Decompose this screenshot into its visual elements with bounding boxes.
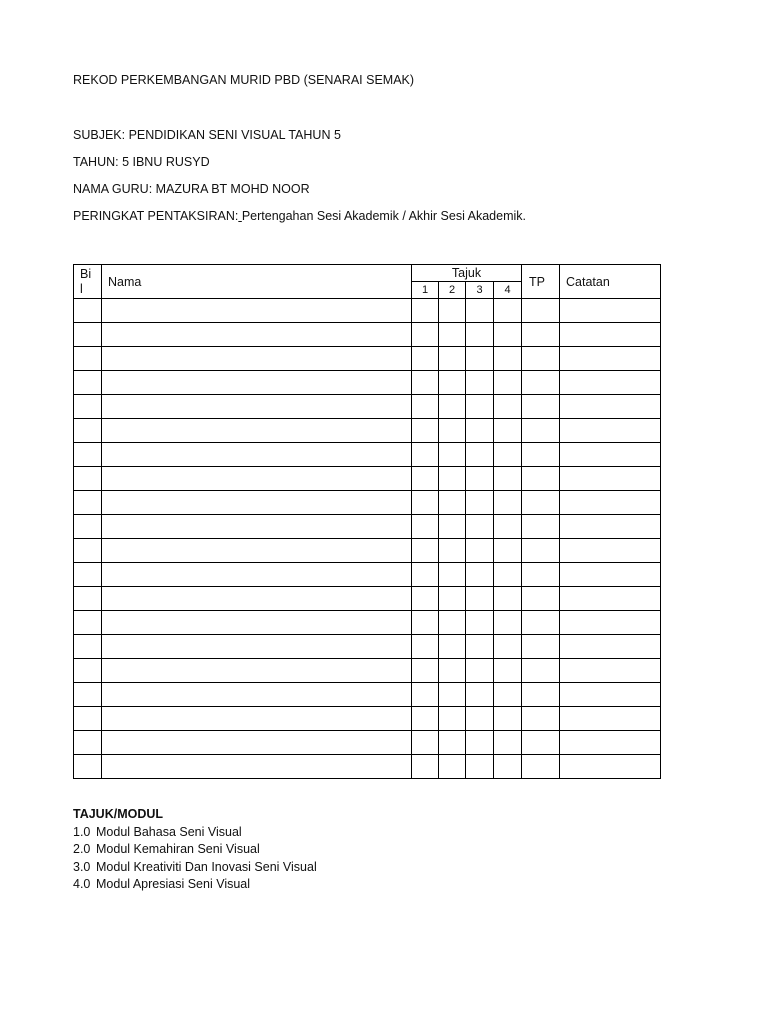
tajuk-3-cell[interactable] xyxy=(466,539,494,563)
tajuk-number-2: 2 xyxy=(439,282,466,299)
catatan-cell[interactable] xyxy=(560,371,661,395)
tajuk-2-cell[interactable] xyxy=(439,659,466,683)
bil-cell[interactable] xyxy=(74,395,102,419)
tajuk-3-cell[interactable] xyxy=(466,419,494,443)
bil-cell[interactable] xyxy=(74,467,102,491)
tajuk-4-cell[interactable] xyxy=(494,371,522,395)
tajuk-4-cell[interactable] xyxy=(494,611,522,635)
bil-cell[interactable] xyxy=(74,347,102,371)
tajuk-1-cell[interactable] xyxy=(412,659,439,683)
nama-cell[interactable] xyxy=(102,347,412,371)
legend-title: TAJUK/MODUL xyxy=(73,807,164,821)
nama-cell[interactable] xyxy=(102,755,412,779)
nama-cell[interactable] xyxy=(102,515,412,539)
tajuk-4-cell[interactable] xyxy=(494,419,522,443)
tajuk-2-cell[interactable] xyxy=(439,707,466,731)
table-row xyxy=(74,491,661,515)
nama-cell[interactable] xyxy=(102,419,412,443)
catatan-cell[interactable] xyxy=(560,323,661,347)
tajuk-4-cell[interactable] xyxy=(494,587,522,611)
table-row xyxy=(74,323,661,347)
table-row xyxy=(74,419,661,443)
tp-cell[interactable] xyxy=(522,491,560,515)
legend-item-number: 1.0 xyxy=(73,824,91,839)
tajuk-1-cell[interactable] xyxy=(412,323,439,347)
tajuk-3-cell[interactable] xyxy=(466,755,494,779)
tajuk-3-cell[interactable] xyxy=(466,611,494,635)
catatan-cell[interactable] xyxy=(560,683,661,707)
tajuk-4-cell[interactable] xyxy=(494,683,522,707)
tajuk-2-cell[interactable] xyxy=(439,371,466,395)
tp-cell[interactable] xyxy=(522,371,560,395)
tajuk-4-cell[interactable] xyxy=(494,443,522,467)
tp-cell[interactable] xyxy=(522,515,560,539)
bil-cell[interactable] xyxy=(74,323,102,347)
subject-line: SUBJEK: PENDIDIKAN SENI VISUAL TAHUN 5 xyxy=(73,128,341,142)
bil-cell[interactable] xyxy=(74,611,102,635)
tajuk-3-cell[interactable] xyxy=(466,491,494,515)
nama-cell[interactable] xyxy=(102,371,412,395)
legend-item-label: Modul Kemahiran Seni Visual xyxy=(96,842,260,856)
legend-item-number: 2.0 xyxy=(73,842,91,856)
tp-cell[interactable] xyxy=(522,419,560,443)
bil-cell[interactable] xyxy=(74,683,102,707)
document-title: REKOD PERKEMBANGAN MURID PBD (SENARAI SEMAK) xyxy=(73,73,415,87)
nama-cell[interactable] xyxy=(102,611,412,635)
nama-cell[interactable] xyxy=(102,323,412,347)
tajuk-4-cell[interactable] xyxy=(494,659,522,683)
tajuk-3-cell[interactable] xyxy=(466,659,494,683)
bil-cell[interactable] xyxy=(74,491,102,515)
tajuk-1-cell[interactable] xyxy=(412,539,439,563)
legend-item xyxy=(73,859,317,877)
table-body xyxy=(74,299,661,779)
tajuk-4-cell[interactable] xyxy=(494,299,522,323)
tajuk-3-cell[interactable] xyxy=(466,299,494,323)
tp-cell[interactable] xyxy=(522,611,560,635)
bil-cell[interactable] xyxy=(74,419,102,443)
tajuk-1-cell[interactable] xyxy=(412,467,439,491)
catatan-cell[interactable] xyxy=(560,419,661,443)
column-header-bil xyxy=(74,265,102,299)
tajuk-1-cell[interactable] xyxy=(412,563,439,587)
catatan-cell[interactable] xyxy=(560,731,661,755)
catatan-cell[interactable] xyxy=(560,563,661,587)
assessment-level-label: PERINGKAT PENTAKSIRAN: xyxy=(73,209,239,223)
tajuk-2-cell[interactable] xyxy=(439,635,466,659)
tajuk-1-cell[interactable] xyxy=(412,347,439,371)
tajuk-2-cell[interactable] xyxy=(439,299,466,323)
tajuk-3-cell[interactable] xyxy=(466,587,494,611)
tajuk-4-cell[interactable] xyxy=(494,755,522,779)
tajuk-2-cell[interactable] xyxy=(439,611,466,635)
tajuk-3-cell[interactable] xyxy=(466,683,494,707)
bil-cell[interactable] xyxy=(74,659,102,683)
tajuk-1-cell[interactable] xyxy=(412,515,439,539)
tp-cell[interactable] xyxy=(522,395,560,419)
tajuk-1-cell[interactable] xyxy=(412,755,439,779)
assessment-level-line xyxy=(73,208,526,224)
table-row xyxy=(74,563,661,587)
tajuk-3-cell[interactable] xyxy=(466,563,494,587)
nama-cell[interactable] xyxy=(102,683,412,707)
nama-cell[interactable] xyxy=(102,563,412,587)
catatan-cell[interactable] xyxy=(560,467,661,491)
tajuk-4-cell[interactable] xyxy=(494,515,522,539)
table-row xyxy=(74,299,661,323)
nama-cell[interactable] xyxy=(102,587,412,611)
tajuk-2-cell[interactable] xyxy=(439,491,466,515)
table-row xyxy=(74,611,661,635)
tajuk-1-cell[interactable] xyxy=(412,683,439,707)
nama-cell[interactable] xyxy=(102,731,412,755)
nama-cell[interactable] xyxy=(102,299,412,323)
table-row xyxy=(74,371,661,395)
tp-cell[interactable] xyxy=(522,755,560,779)
tajuk-1-cell[interactable] xyxy=(412,395,439,419)
catatan-cell[interactable] xyxy=(560,347,661,371)
column-header-bil-text: Bi l xyxy=(80,266,92,296)
tajuk-4-cell[interactable] xyxy=(494,635,522,659)
tajuk-4-cell[interactable] xyxy=(494,707,522,731)
column-header-tp: TP xyxy=(522,265,560,299)
tajuk-3-cell[interactable] xyxy=(466,347,494,371)
table-row xyxy=(74,755,661,779)
checklist-table xyxy=(73,264,661,779)
nama-cell[interactable] xyxy=(102,443,412,467)
legend-item xyxy=(73,876,317,894)
tajuk-1-cell[interactable] xyxy=(412,731,439,755)
tajuk-3-cell[interactable] xyxy=(466,371,494,395)
tajuk-1-cell[interactable] xyxy=(412,707,439,731)
tajuk-2-cell[interactable] xyxy=(439,515,466,539)
table-row xyxy=(74,731,661,755)
tp-cell[interactable] xyxy=(522,587,560,611)
tajuk-3-cell[interactable] xyxy=(466,635,494,659)
table-row xyxy=(74,587,661,611)
tajuk-2-cell[interactable] xyxy=(439,419,466,443)
tajuk-1-cell[interactable] xyxy=(412,299,439,323)
bil-cell[interactable] xyxy=(74,515,102,539)
bil-cell[interactable] xyxy=(74,563,102,587)
tajuk-4-cell[interactable] xyxy=(494,395,522,419)
teacher-line: NAMA GURU: MAZURA BT MOHD NOOR xyxy=(73,182,310,196)
tajuk-1-cell[interactable] xyxy=(412,443,439,467)
tajuk-4-cell[interactable] xyxy=(494,539,522,563)
table-row xyxy=(74,539,661,563)
tajuk-3-cell[interactable] xyxy=(466,467,494,491)
bil-cell[interactable] xyxy=(74,443,102,467)
nama-cell[interactable] xyxy=(102,491,412,515)
nama-cell[interactable] xyxy=(102,467,412,491)
bil-cell[interactable] xyxy=(74,539,102,563)
tajuk-1-cell[interactable] xyxy=(412,371,439,395)
tajuk-3-cell[interactable] xyxy=(466,707,494,731)
tajuk-2-cell[interactable] xyxy=(439,755,466,779)
tp-cell[interactable] xyxy=(522,467,560,491)
catatan-cell[interactable] xyxy=(560,659,661,683)
catatan-cell[interactable] xyxy=(560,755,661,779)
tajuk-2-cell[interactable] xyxy=(439,443,466,467)
tajuk-2-cell[interactable] xyxy=(439,539,466,563)
catatan-cell[interactable] xyxy=(560,635,661,659)
catatan-cell[interactable] xyxy=(560,539,661,563)
tajuk-3-cell[interactable] xyxy=(466,323,494,347)
tp-cell[interactable] xyxy=(522,731,560,755)
nama-cell[interactable] xyxy=(102,539,412,563)
tp-cell[interactable] xyxy=(522,683,560,707)
legend-item-label: Modul Bahasa Seni Visual xyxy=(96,824,242,839)
tp-cell[interactable] xyxy=(522,707,560,731)
table-row xyxy=(74,707,661,731)
table-row xyxy=(74,635,661,659)
bil-cell[interactable] xyxy=(74,299,102,323)
nama-cell[interactable] xyxy=(102,395,412,419)
tajuk-2-cell[interactable] xyxy=(439,347,466,371)
tp-cell[interactable] xyxy=(522,659,560,683)
catatan-cell[interactable] xyxy=(560,443,661,467)
table-row xyxy=(74,515,661,539)
tajuk-2-cell[interactable] xyxy=(439,683,466,707)
tp-cell[interactable] xyxy=(522,563,560,587)
tajuk-3-cell[interactable] xyxy=(466,395,494,419)
bil-cell[interactable] xyxy=(74,707,102,731)
tp-cell[interactable] xyxy=(522,299,560,323)
tajuk-2-cell[interactable] xyxy=(439,395,466,419)
tajuk-3-cell[interactable] xyxy=(466,731,494,755)
tp-cell[interactable] xyxy=(522,539,560,563)
column-header-tajuk: Tajuk xyxy=(412,265,522,282)
nama-cell[interactable] xyxy=(102,707,412,731)
tp-cell[interactable] xyxy=(522,443,560,467)
tajuk-number-3: 3 xyxy=(466,282,494,299)
tajuk-2-cell[interactable] xyxy=(439,587,466,611)
tajuk-4-cell[interactable] xyxy=(494,731,522,755)
legend-item xyxy=(73,824,317,842)
table-row xyxy=(74,347,661,371)
tajuk-4-cell[interactable] xyxy=(494,491,522,515)
tajuk-number-4: 4 xyxy=(494,282,522,299)
tajuk-3-cell[interactable] xyxy=(466,443,494,467)
table-row xyxy=(74,395,661,419)
catatan-cell[interactable] xyxy=(560,299,661,323)
legend-item-label: Modul Kreativiti Dan Inovasi Seni Visual xyxy=(96,859,317,874)
tajuk-4-cell[interactable] xyxy=(494,467,522,491)
legend-item-number: 3.0 xyxy=(73,859,91,874)
nama-cell[interactable] xyxy=(102,635,412,659)
tajuk-4-cell[interactable] xyxy=(494,323,522,347)
bil-cell[interactable] xyxy=(74,371,102,395)
tajuk-1-cell[interactable] xyxy=(412,635,439,659)
table-row xyxy=(74,659,661,683)
tp-cell[interactable] xyxy=(522,347,560,371)
tajuk-number-1: 1 xyxy=(412,282,439,299)
column-header-catatan: Catatan xyxy=(560,265,661,299)
catatan-cell[interactable] xyxy=(560,707,661,731)
module-legend xyxy=(73,806,317,894)
catatan-cell[interactable] xyxy=(560,587,661,611)
catatan-cell[interactable] xyxy=(560,515,661,539)
legend-item-label: Modul Apresiasi Seni Visual xyxy=(96,877,251,891)
tajuk-1-cell[interactable] xyxy=(412,491,439,515)
tajuk-1-cell[interactable] xyxy=(412,611,439,635)
table-row xyxy=(74,443,661,467)
tajuk-1-cell[interactable] xyxy=(412,419,439,443)
tajuk-2-cell[interactable] xyxy=(439,467,466,491)
tp-cell[interactable] xyxy=(522,635,560,659)
catatan-cell[interactable] xyxy=(560,395,661,419)
tajuk-4-cell[interactable] xyxy=(494,563,522,587)
catatan-cell[interactable] xyxy=(560,491,661,515)
bil-cell[interactable] xyxy=(74,587,102,611)
tajuk-2-cell[interactable] xyxy=(439,323,466,347)
table-row xyxy=(74,683,661,707)
bil-cell[interactable] xyxy=(74,635,102,659)
tp-cell[interactable] xyxy=(522,323,560,347)
legend-item-number: 4.0 xyxy=(73,877,91,891)
legend-item xyxy=(73,841,317,859)
table-row xyxy=(74,467,661,491)
tajuk-4-cell[interactable] xyxy=(494,347,522,371)
nama-cell[interactable] xyxy=(102,659,412,683)
catatan-cell[interactable] xyxy=(560,611,661,635)
assessment-level-value: Pertengahan Sesi Akademik / Akhir Sesi Akademik. xyxy=(241,209,526,223)
column-header-nama: Nama xyxy=(102,265,412,299)
class-line: TAHUN: 5 IBNU RUSYD xyxy=(73,155,210,169)
bil-cell[interactable] xyxy=(74,731,102,755)
bil-cell[interactable] xyxy=(74,755,102,779)
tajuk-2-cell[interactable] xyxy=(439,563,466,587)
tajuk-3-cell[interactable] xyxy=(466,515,494,539)
tajuk-2-cell[interactable] xyxy=(439,731,466,755)
tajuk-1-cell[interactable] xyxy=(412,587,439,611)
